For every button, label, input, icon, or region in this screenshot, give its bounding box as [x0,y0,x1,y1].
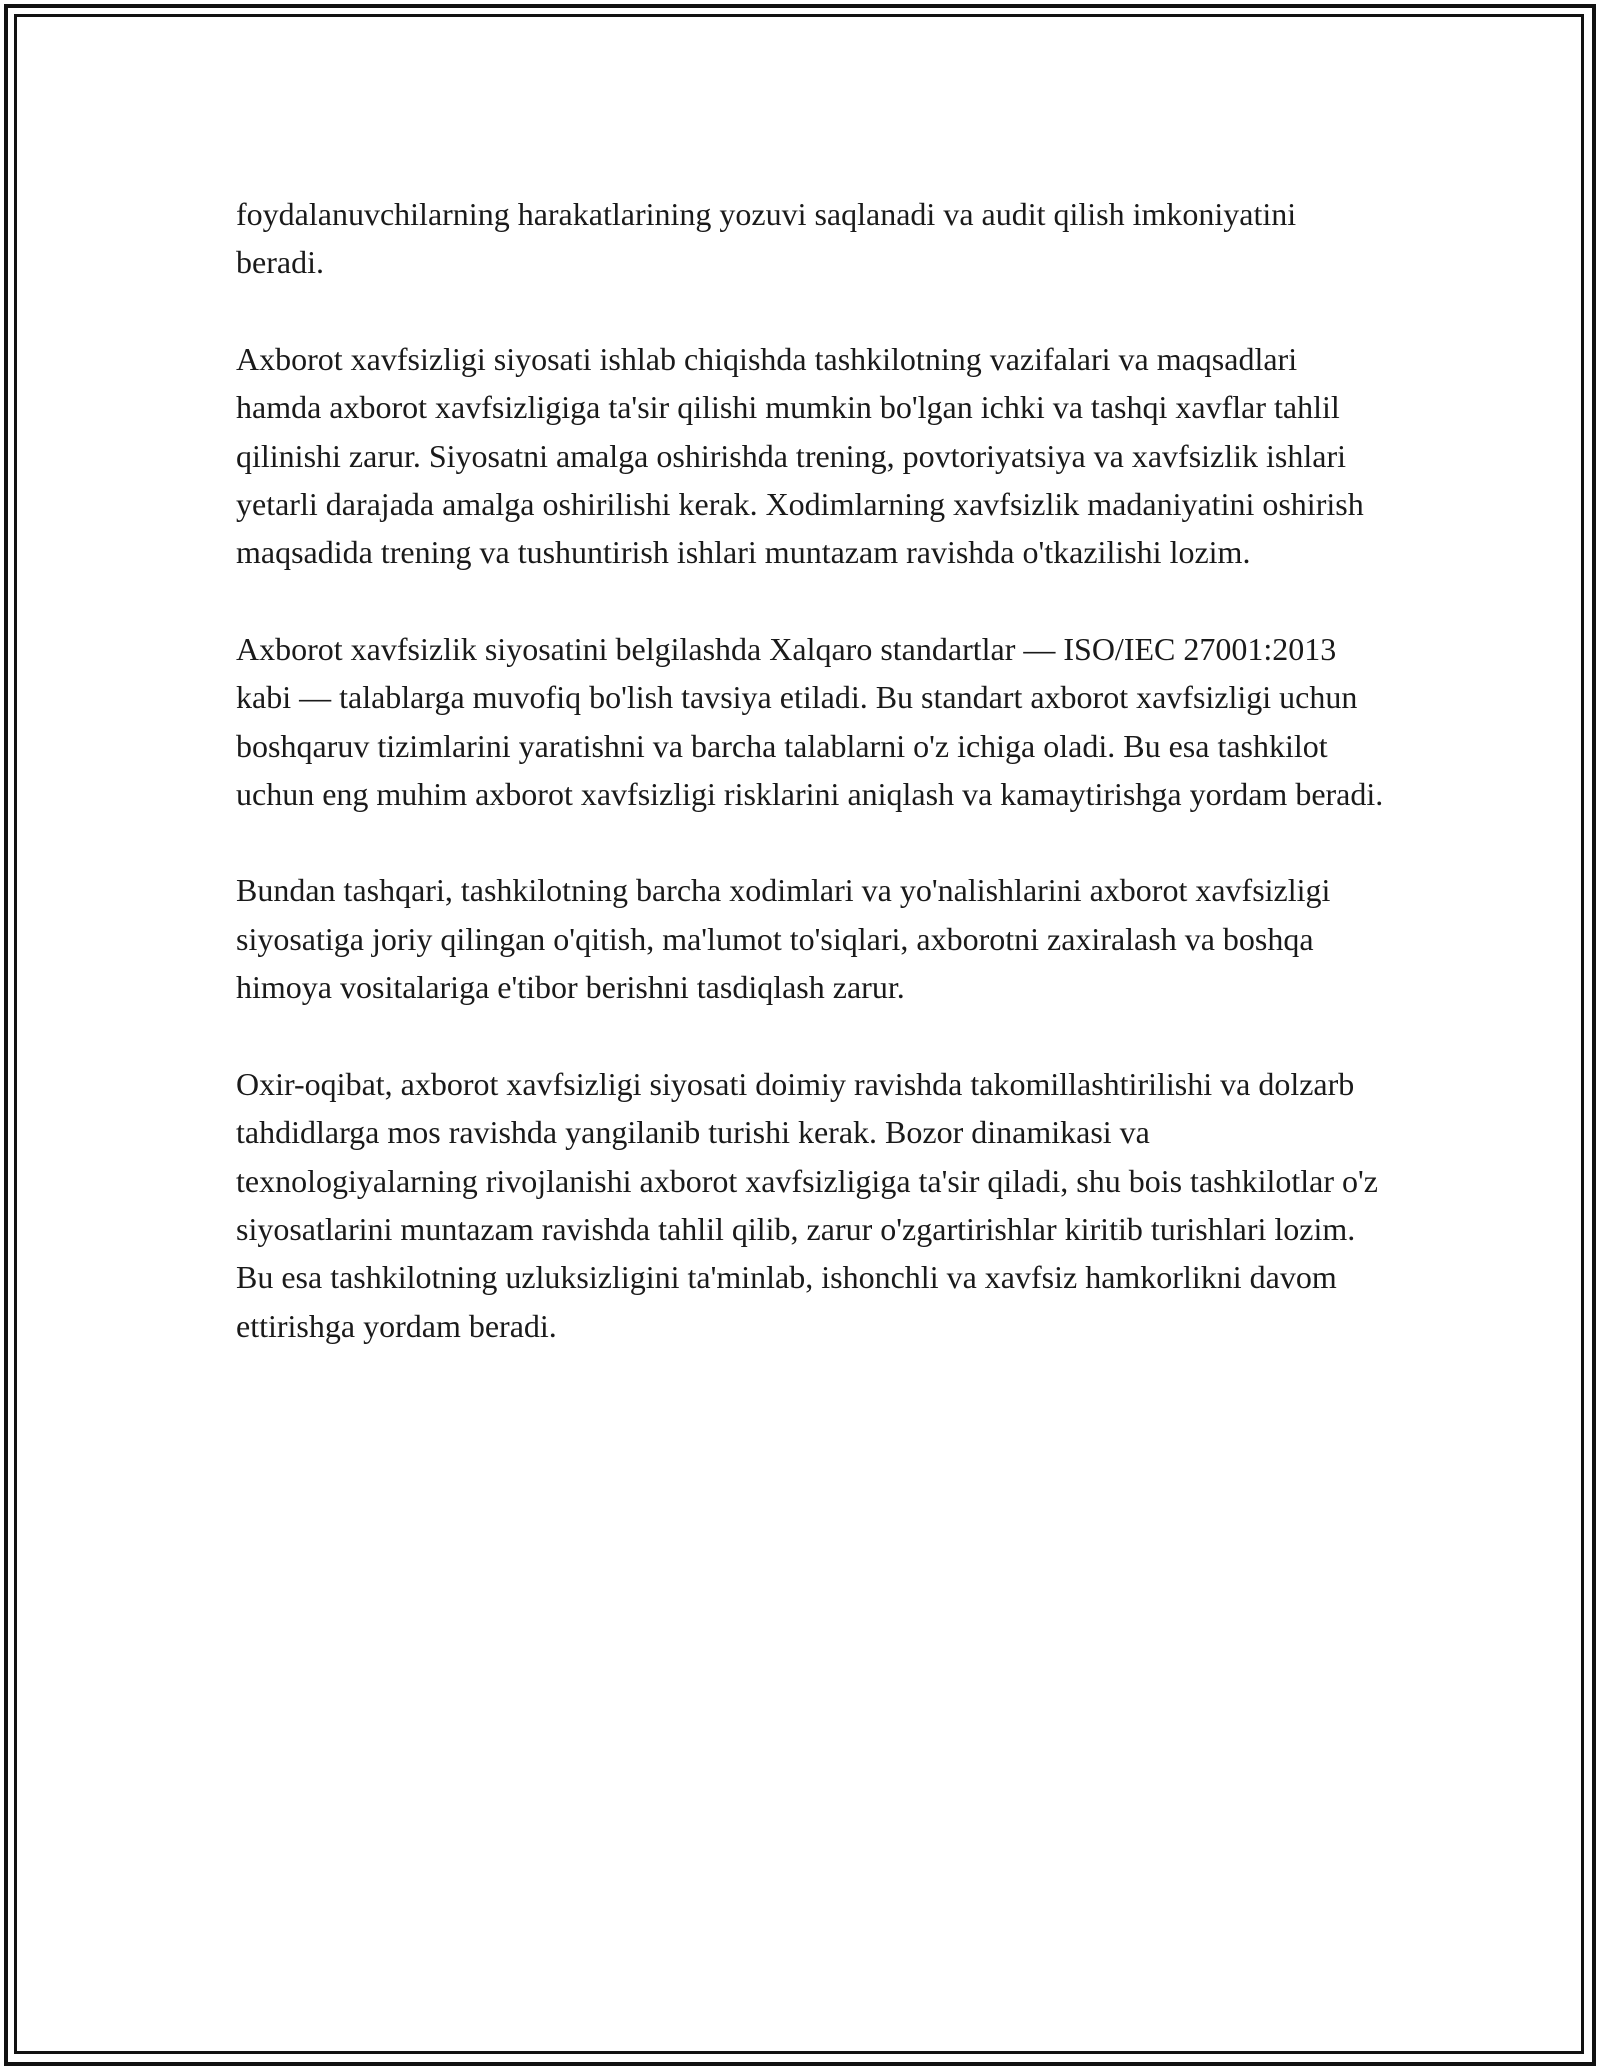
paragraph-3: Axborot xavfsizlik siyosatini belgilashda Xalqaro standartlar — ISO/IEC 27001:2013 kabi — talablarga muvofiq bo'lish tavsiya etiladi. Bu standart axborot xavfsizligi uchun boshqaruv tizimlarini yaratishni va barcha talablarni o'z ichiga oladi. Bu esa tashkilot uchun eng muhim axborot xavfsizligi risklarini aniqlash va kamaytirishga yordam beradi. [236,630,1384,813]
paragraph-4: Bundan tashqari, tashkilotning barcha xodimlari va yo'nalishlarini axborot xavfsizligi siyosatiga joriy qilingan o'qitish, ma'lumot to'siqlari, axborotni zaxiralash va boshqa himoya vositalariga e'tibor berishni tasdiqlash zarur. [236,872,1331,1006]
paragraph-1: foydalanuvchilarning harakatlarining yozuvi saqlanadi va audit qilish imkoniyatini beradi. [236,196,1297,281]
paragraph-2: Axborot xavfsizligi siyosati ishlab chiqishda tashkilotning vazifalari va maqsadlari hamda axborot xavfsizligiga ta'sir qilishi mumkin bo'lgan ichki va tashqi xavflar tahlil qilinishi zarur. Siyosatni amalga oshirishda trening, povtoriyatsiya va xavfsizlik ishlari yetarli darajada amalga oshirilishi kerak. Xodimlarning xavfsizlik madaniyatini oshirish maqsadida trening va tushuntirish ishlari muntazam ravishda o'tkazilishi lozim. [236,340,1364,571]
paragraph-5: Oxir-oqibat, axborot xavfsizligi siyosati doimiy ravishda takomillashtirilishi va dolzarb tahdidlarga mos ravishda yangilanib turishi kerak. Bozor dinamikasi va texnologiyalarning rivojlanishi axborot xavfsizligiga ta'sir qiladi, shu bois tashkilotlar o'z siyosatlarini muntazam ravishda tahlil qilib, zarur o'zgartirishlar kiritib turishlari lozim. Bu esa tashkilotning uzluksizligini ta'minlab, ishonchli va xavfsiz hamkorlikni davom ettirishga yordam beradi. [236,1065,1378,1344]
document-body [236,190,1386,1398]
